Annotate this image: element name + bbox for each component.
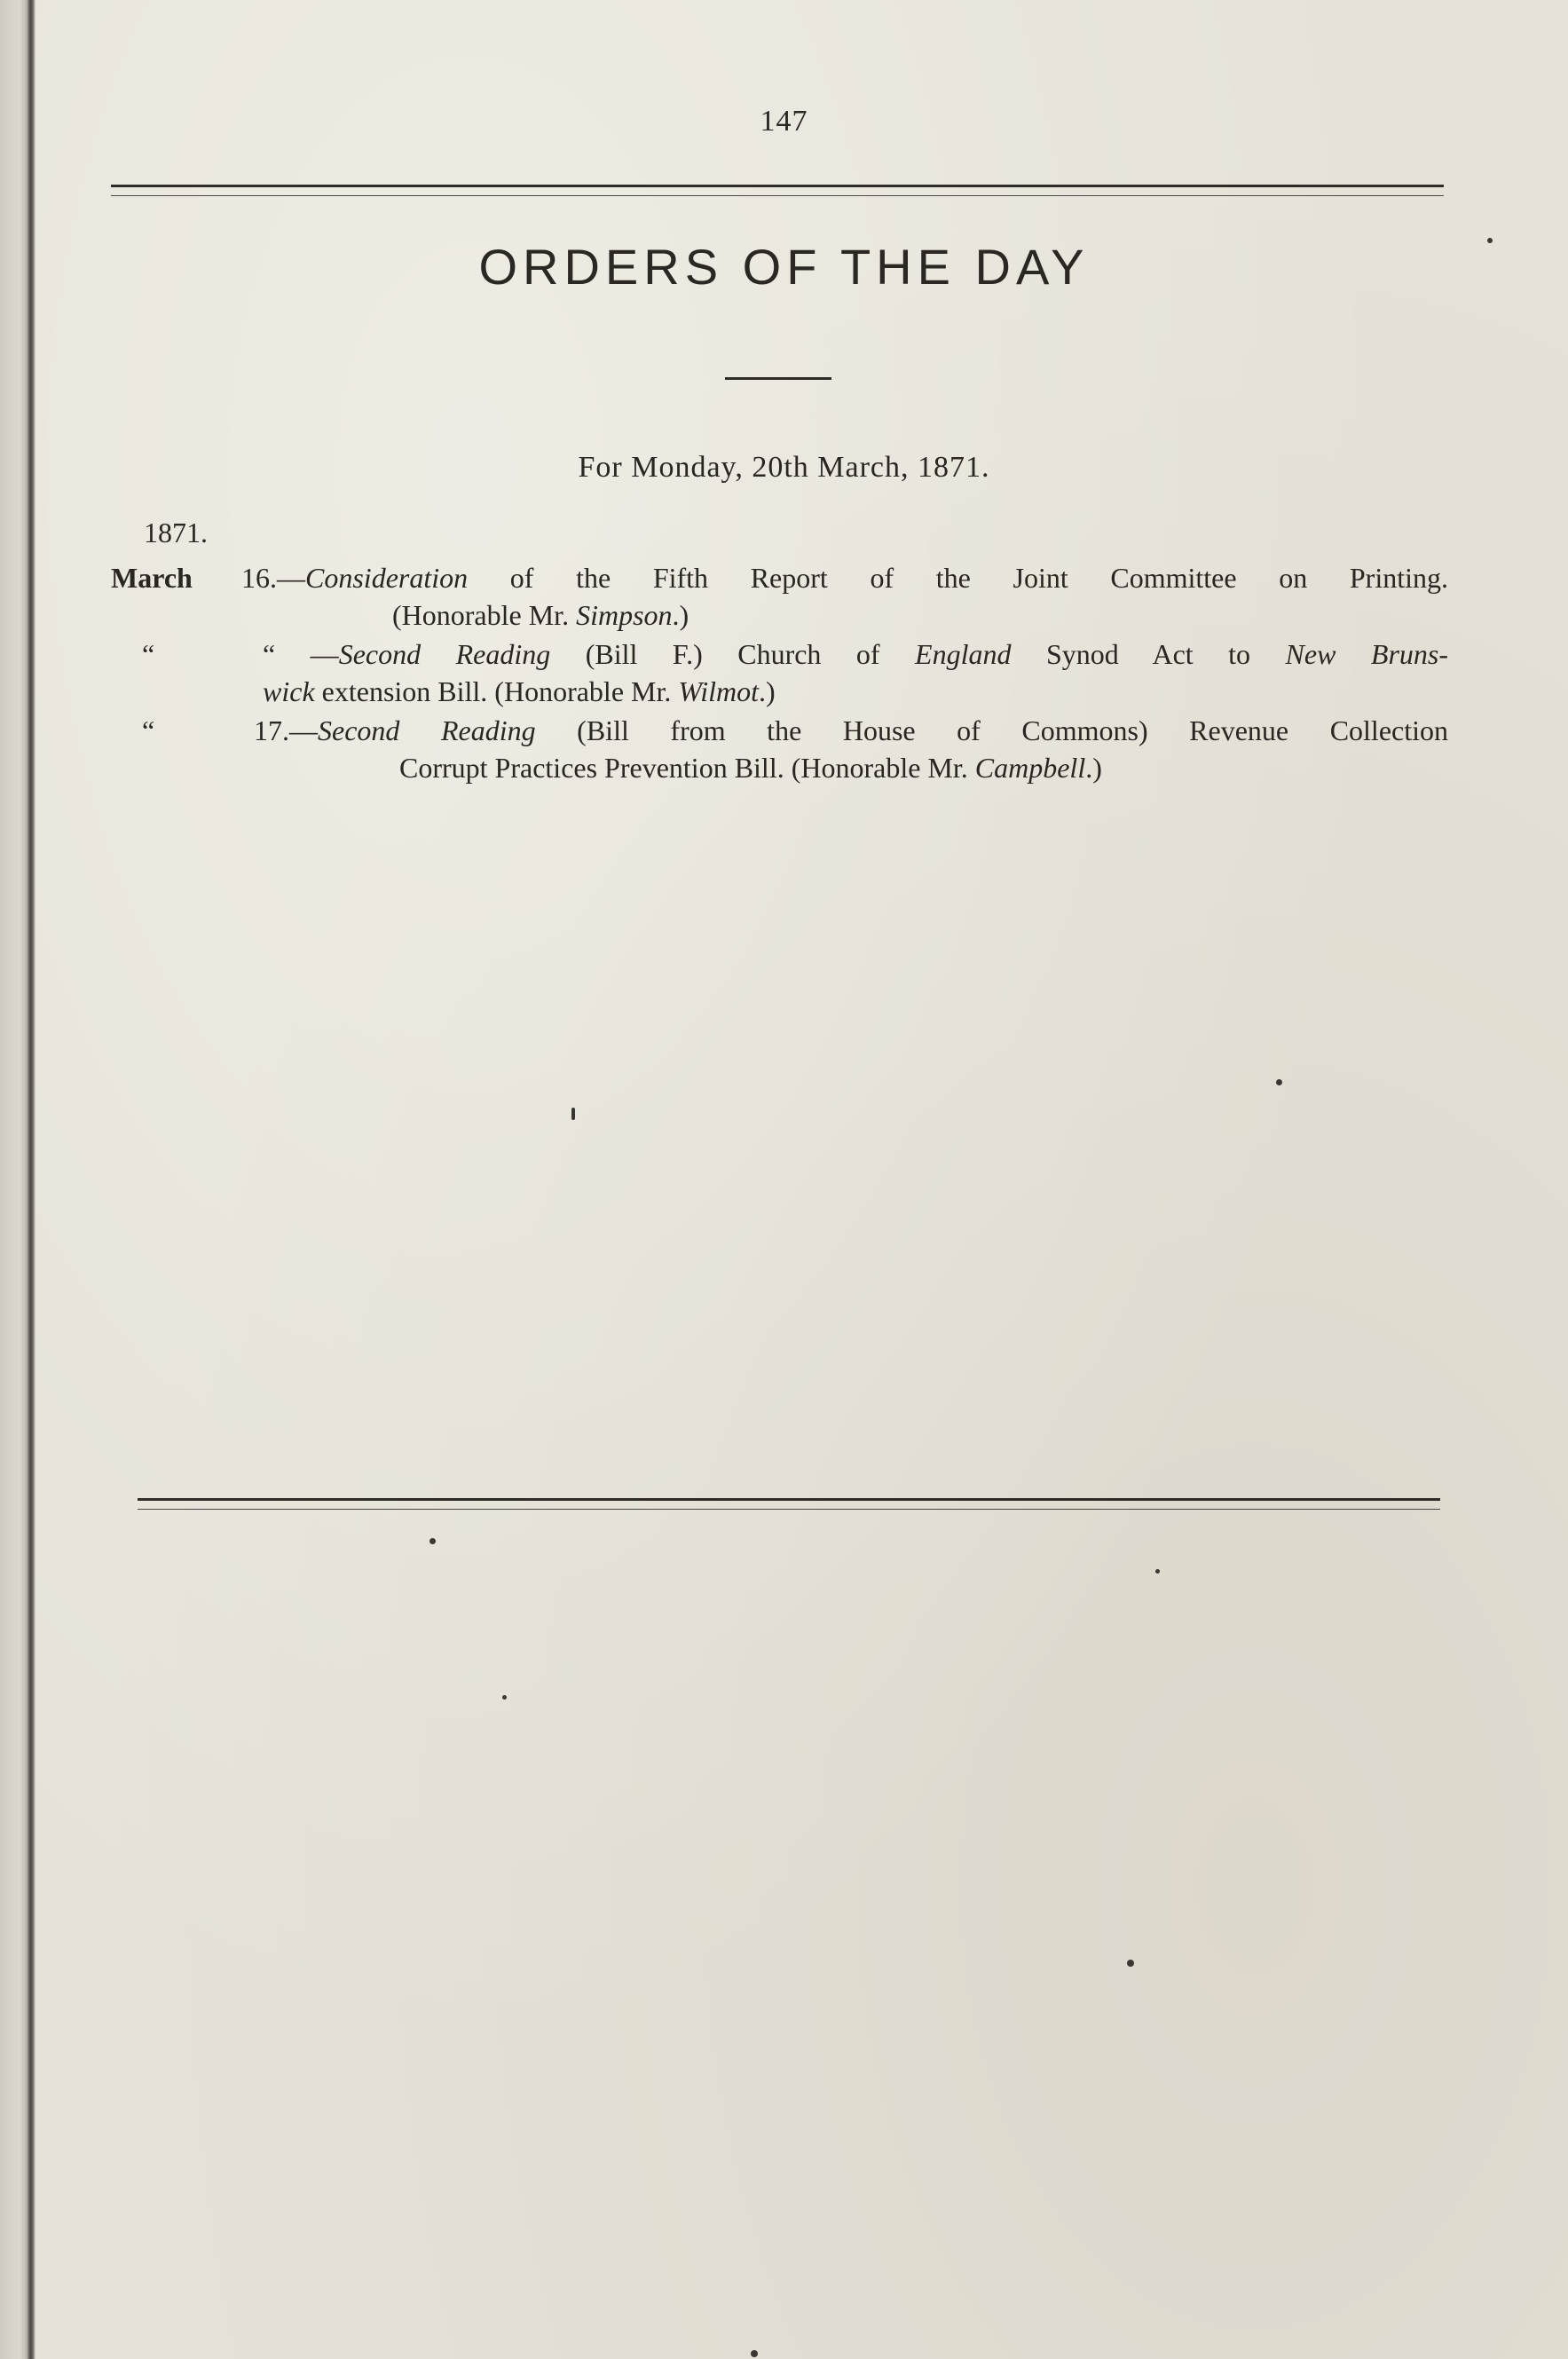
order-dash: .—: [270, 562, 305, 594]
bottom-double-rule: [138, 1498, 1440, 1510]
order-item-3: [0, 712, 1568, 792]
order-dash: .—: [282, 714, 318, 746]
order-mover: Simpson: [576, 599, 673, 631]
order-continuation: [254, 749, 1448, 786]
order-dash: —: [275, 638, 339, 670]
order-continuation: [241, 596, 1448, 634]
print-speck: [429, 1538, 436, 1544]
order-text: (Bill from the House of Commons) Revenue Collection: [535, 714, 1448, 746]
page-heading: ORDERS OF THE DAY: [478, 239, 1090, 295]
order-continuation: [263, 673, 1448, 710]
print-speck: [1155, 1569, 1160, 1574]
print-speck: [571, 1108, 575, 1120]
order-mover: Wilmot: [678, 675, 760, 707]
order-type: Second Reading: [318, 714, 536, 746]
year-label: 1871.: [144, 517, 208, 548]
order-mover-prefix: extension Bill. (Honorable Mr.: [314, 675, 679, 707]
binding-edge: [0, 0, 35, 2359]
heading-divider: [725, 377, 831, 380]
order-mover: Campbell: [974, 752, 1086, 784]
order-mover-suffix: .): [672, 599, 689, 631]
order-mover-prefix: (Honorable Mr.: [392, 599, 577, 631]
order-text: Synod Act to: [1011, 638, 1286, 670]
print-speck: [502, 1695, 507, 1700]
order-place: wick: [263, 675, 315, 707]
order-text: of the Fifth Report of the Joint Committee on Printing.: [468, 562, 1448, 594]
order-mover-prefix: Corrupt Practices Prevention Bill. (Honorable Mr.: [399, 752, 975, 784]
order-place: England: [915, 638, 1012, 670]
order-month: “: [142, 714, 155, 746]
order-item-2: [0, 635, 1568, 715]
top-double-rule: [111, 185, 1444, 196]
order-mover-suffix: .): [759, 675, 776, 707]
print-speck: [1487, 238, 1493, 243]
print-speck: [1276, 1079, 1282, 1085]
order-body: [263, 635, 1448, 710]
order-body: [241, 559, 1448, 634]
order-day: 16: [241, 562, 270, 594]
print-speck: [1127, 1960, 1134, 1967]
order-type: Second Reading: [338, 638, 551, 670]
order-body: [254, 712, 1448, 786]
order-day: “: [263, 638, 276, 670]
order-type: Consideration: [305, 562, 469, 594]
order-month: “: [142, 638, 155, 670]
date-line: For Monday, 20th March, 1871.: [578, 451, 990, 484]
order-day: 17: [254, 714, 282, 746]
order-month: March: [111, 562, 193, 594]
order-place: New Bruns-: [1285, 638, 1449, 670]
order-mover-suffix: .): [1085, 752, 1102, 784]
order-item-1: [0, 559, 1568, 639]
order-text: (Bill F.) Church of: [550, 638, 916, 670]
page-number: 147: [760, 105, 808, 138]
print-speck: [751, 2350, 758, 2357]
